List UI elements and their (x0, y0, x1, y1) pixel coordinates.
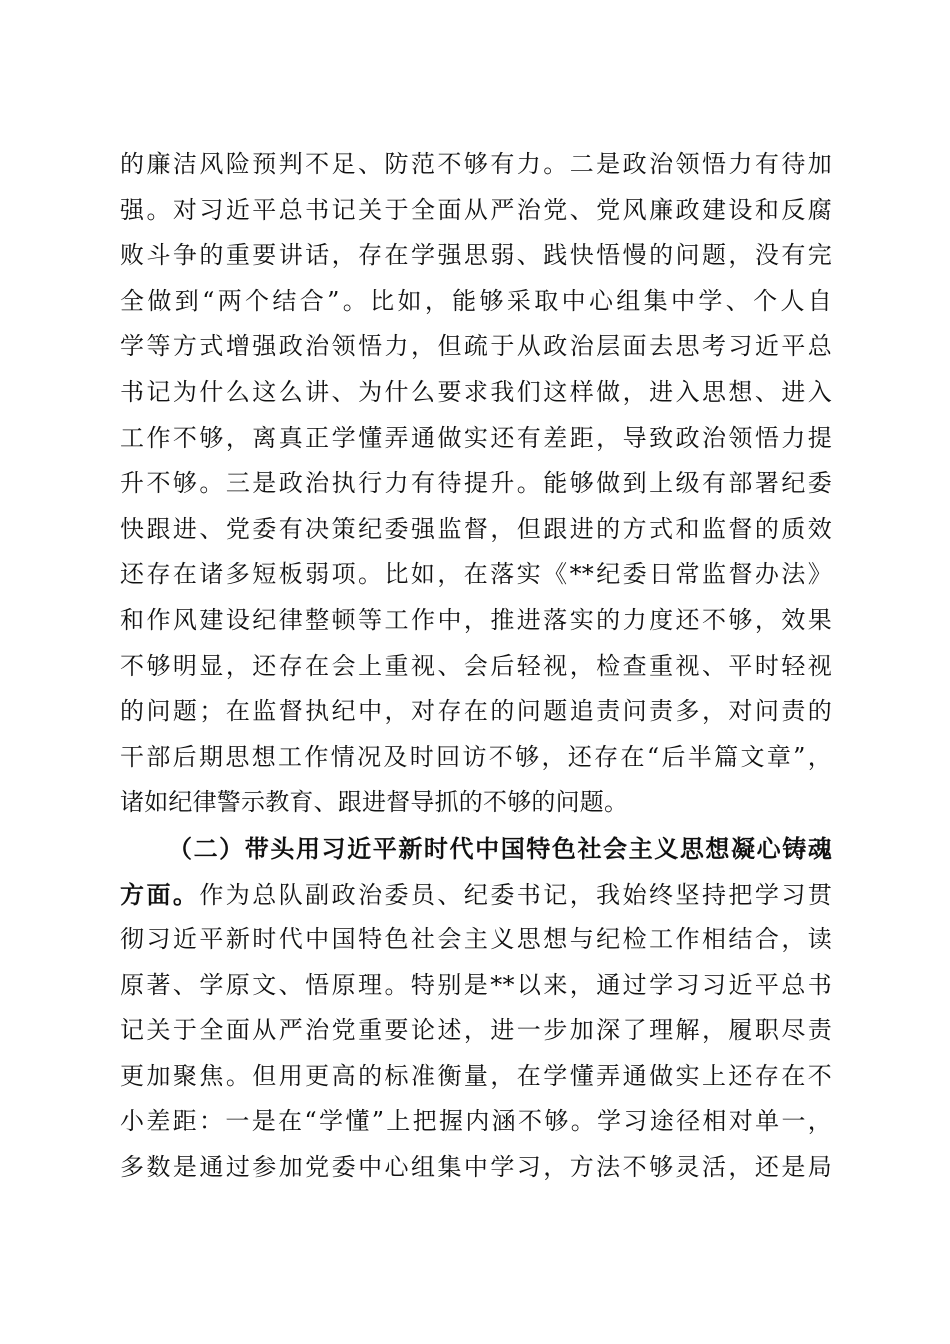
text-line: 干部后期思想工作情况及时回访不够，还存在“后半篇文章”， (120, 742, 832, 771)
text-line: 不够明显，还存在会上重视、会后轻视，检查重视、平时轻视 (120, 651, 832, 680)
text-line: 诸如纪律警示教育、跟进督导抓的不够的问题。 (120, 788, 629, 817)
text-line: 强。对习近平总书记关于全面从严治党、党风廉政建设和反腐 (120, 195, 832, 224)
text-line-rest: 作为总队副政治委员、纪委书记，我始终坚持把学习贯 (199, 880, 832, 909)
text-line: 和作风建设纪律整顿等工作中，推进落实的力度还不够，效果 (120, 605, 832, 634)
text-line: 书记为什么这么讲、为什么要求我们这样做，进入思想、进入 (120, 377, 832, 406)
text-line: 更加聚焦。但用更高的标准衡量，在学懂弄通做实上还存在不 (120, 1061, 832, 1090)
text-line: 彻习近平新时代中国特色社会主义思想与纪检工作相结合，读 (120, 925, 832, 954)
text-line: 的问题；在监督执纪中，对存在的问题追责问责多，对问责的 (120, 697, 832, 726)
text-line: 多数是通过参加党委中心组集中学习，方法不够灵活，还是局 (120, 1153, 832, 1182)
paragraph-1 (120, 142, 832, 826)
text-line: 快跟进、党委有决策纪委强监督，但跟进的方式和监督的质效 (120, 514, 832, 543)
text-line: 原著、学原文、悟原理。特别是**以来，通过学习习近平总书 (120, 970, 832, 999)
section-heading: （二）带头用习近平新时代中国特色社会主义思想凝心铸魂 (168, 833, 832, 863)
text-line: 记关于全面从严治党重要论述，进一步加深了理解，履职尽责 (120, 1016, 832, 1045)
text-line (120, 872, 832, 918)
text-line: 全做到“两个结合”。比如，能够采取中心组集中学、个人自 (120, 286, 832, 315)
paragraph-2 (120, 826, 832, 1191)
text-line: 还存在诸多短板弱项。比如，在落实《**纪委日常监督办法》 (120, 560, 832, 589)
text-line: 学等方式增强政治领悟力，但疏于从政治层面去思考习近平总 (120, 332, 832, 361)
text-line: 败斗争的重要讲话，存在学强思弱、践快悟慢的问题，没有完 (120, 241, 832, 270)
text-line: 的廉洁风险预判不足、防范不够有力。二是政治领悟力有待加 (120, 150, 832, 178)
section-heading-continued: 方面。 (120, 879, 200, 909)
text-line: 升不够。三是政治执行力有待提升。能够做到上级有部署纪委 (120, 469, 832, 498)
document-page (120, 142, 832, 1191)
text-line: 小差距：一是在“学懂”上把握内涵不够。学习途径相对单一， (120, 1107, 832, 1136)
text-line: 工作不够，离真正学懂弄通做实还有差距，导致政治领悟力提 (120, 423, 832, 452)
